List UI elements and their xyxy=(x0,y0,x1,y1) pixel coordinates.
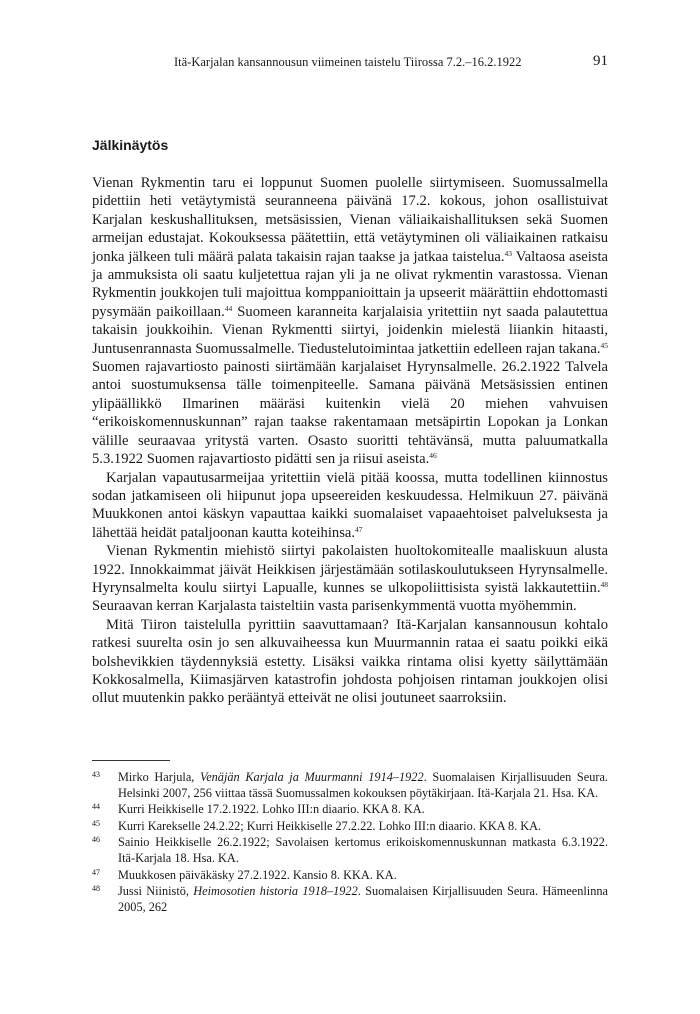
paragraph-text: Karjalan vapautusarmeijaa yritettiin vielä pitää koossa, mutta todellinen kiinnostus sodan jatkamiseen oli hiipunut jopa upseereiden keskuudessa. Helmikuun 27. päivänä Muukkonen antoi käskyn vapauttaa kaikki suomalaiset vapaaehtoiset palveluksesta ja lähettää heidät pataljoonan kautta koteihinsa. xyxy=(92,469,608,541)
running-title: Itä-Karjalan kansannousun viimeinen taistelu Tiirossa 7.2.–16.2.1922 xyxy=(174,55,522,69)
body-text xyxy=(92,174,608,708)
footnote-divider xyxy=(92,760,170,761)
paragraph-text: Seuraavan kerran Karjalasta taisteltiin vasta parisenkymmentä vuotta myöhemmin. xyxy=(92,598,577,615)
footnote xyxy=(92,819,608,835)
footnote-text: Mirko Harjula, xyxy=(118,770,201,784)
footnote-text: Sainio Heikkiselle 26.2.1922; Savolaisen kertomus erikoiskomennuskunnan matkasta 6.3.1922. Itä-Karjala 18. Hsa. KA. xyxy=(118,835,608,865)
paragraph-4 xyxy=(92,616,608,708)
paragraph-text: Suomen rajavartiosto painosti siirtämään karjalaiset Hyrynsalmelle. 26.2.1922 Talvela antoi suostumuksensa tälle toimenpiteelle. Samana päivänä Metsäsissien entinen ylipäällikkö Ilmarinen määräsi kuitenkin vielä 20 miehen vahvuisen “erikoiskomennuskunnan” rajan taakse rakentamaan metsäpirtin Lopokan ja Lonkan välille seuraavaa yritystä varten. Osasto suoritti tehtävänsä, mutta paluumatkalla 5.3.1922 Suomen rajavartiosto pidätti sen ja riisui aseista. xyxy=(92,359,608,468)
paragraph-text: Suomeen karanneita karjalaisia yritettiin nyt saada palautettua takaisin joukkoihin. Vienan Rykmentti siirtyi, joidenkin mielestä liiankin hitaasti, Juntusenrannasta Suomussalmelle. Tiedustelutoimintaa jatkettiin edelleen rajan takana. xyxy=(92,303,608,357)
footnote-number: 44 xyxy=(92,802,100,812)
footnote-ref: 44 xyxy=(224,303,233,313)
footnotes xyxy=(92,770,608,916)
paragraph-text: Valtaosa aseista ja ammuksista oli saatu kuljetettua rajan yli ja ne olivat rykmentin varastossa. Vienan Rykmentin joukkojen tuli majoittua komppanioittain ja upseerit määrättiin ehdottomasti pysymään paikoillaan. xyxy=(92,248,608,320)
paragraph-3 xyxy=(92,542,608,616)
footnote xyxy=(92,835,608,866)
footnote-text: . Suomalaisen Kirjallisuuden Seura. Helsinki 2007, 256 viittaa tässä Suomussalmen kokouksen pöytäkirjaan. Itä-Karjala 21. Hsa. KA. xyxy=(118,770,608,800)
footnote-ref: 43 xyxy=(504,248,513,258)
footnote-text: Muukkosen päiväkäsky 27.2.1922. Kansio 8. KKA. KA. xyxy=(118,867,397,882)
section-heading: Jälkinäytös xyxy=(92,137,169,153)
paragraph-text: Vienan Rykmentin taru ei loppunut Suomen puolelle siirtymiseen. Suomussalmella pidettiin heti vetäytymistä seuranneena päivänä 17.2. kokous, johon osallistuivat Karjalan keskushallituksen, metsäsissien, Vienan väliaikaishallituksen sekä Suomen armeijan edustajat. Kokouksessa päätettiin, että vetäytyminen oli väliaikainen ratkaisu jonka jälkeen tuli määrä palata takaisin rajan taakse ja jatkaa taistelua. xyxy=(92,175,608,265)
footnote-number: 46 xyxy=(92,835,100,845)
footnote-number: 43 xyxy=(92,770,100,779)
footnote xyxy=(92,802,608,818)
footnote xyxy=(92,770,608,801)
paragraph-text: Vienan Rykmentin miehistö siirtyi pakolaisten huoltokomitealle maaliskuun alusta 1922. Innokkaimmat jäivät Heikkisen järjestämään sotilaskoulutukseen Hyrynsalmelle. Hyrynsalmelta koulu siirtyi Lapualle, kunnes se ulkopoliittisista syistä lakkautettiin. xyxy=(92,543,608,596)
footnote-number: 45 xyxy=(92,818,100,828)
paragraph-2 xyxy=(92,469,608,543)
footnote-ref: 47 xyxy=(355,524,363,534)
footnote-title: Venäjän Karjala ja Muurmanni 1914–1922 xyxy=(200,770,424,784)
paragraph-text: Mitä Tiiron taistelulla pyrittiin saavuttamaan? Itä-Karjalan kansannousun kohtalo ratkesi suurelta osin jo sen alkuvaiheessa kun Muurmannin rataa ei saatu poikki eikä bolshevikkien täydennyksiä estetty. Lisäksi vaikka rintama olisi kyetty säilyttämään Kokkosalmella, Kiimasjärven katastrofin johdosta pohjoisen rintaman joukkojen olisi ollut muutenkin pakko perääntyä etteivät ne olisi joutuneet saarroksiin. xyxy=(92,616,608,707)
footnote-ref: 45 xyxy=(600,340,608,350)
footnote-ref: 48 xyxy=(600,579,608,589)
paragraph-1 xyxy=(92,174,608,469)
footnote-ref: 46 xyxy=(429,451,437,461)
footnote xyxy=(92,884,608,915)
page-number: 91 xyxy=(593,53,608,69)
footnote-text: Kurri Karekselle 24.2.22; Kurri Heikkiselle 27.2.22. Lohko III:n diaario. KKA 8. KA. xyxy=(118,818,542,833)
footnote-text: Kurri Heikkiselle 17.2.1922. Lohko III:n diaario. KKA 8. KA. xyxy=(118,802,425,817)
footnote-text: Jussi Niinistö, xyxy=(118,884,194,899)
footnote-number: 48 xyxy=(92,884,100,894)
footnote-number: 47 xyxy=(92,867,100,877)
footnote-title: Heimosotien historia 1918–1922 xyxy=(193,884,358,899)
footnote xyxy=(92,868,608,884)
footnote-text: . Suomalaisen Kirjallisuuden Seura. Hämeenlinna 2005, 262 xyxy=(118,884,608,914)
